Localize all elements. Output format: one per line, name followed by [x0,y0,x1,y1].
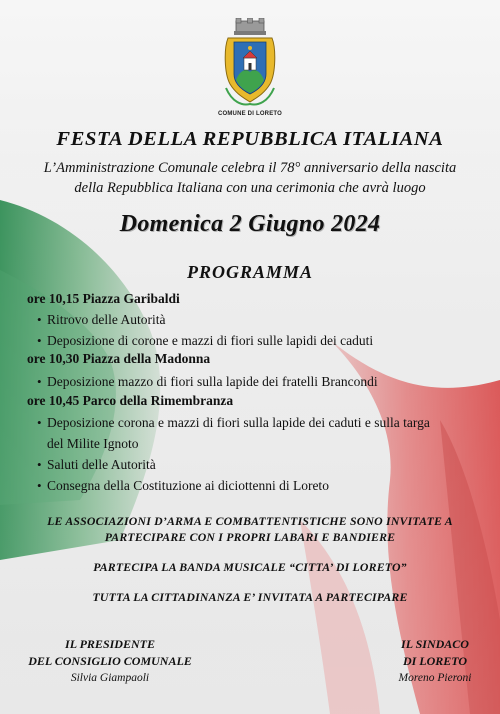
program-section-3-heading: ore 10,45 Parco della Rimembranza [27,393,234,408]
bullet-icon: • [37,478,42,493]
program-heading: PROGRAMMA [186,262,314,282]
program-item-text: Deposizione mazzo di fiori sulla lapide dei fratelli Brancondi [47,374,378,389]
intro-line-1: L’Amministrazione Comunale celebra il 78° anniversario della nascita [43,160,457,176]
left-signature-title-2: DEL CONSIGLIO COMUNALE [28,654,192,668]
program-item [37,412,430,433]
program-item-text: Ritrovo delle Autorità [47,312,166,327]
right-signature-title-1: IL SINDACO [401,637,469,651]
program-item [37,330,374,351]
bullet-icon: • [37,457,42,472]
program-item [37,454,156,475]
intro-line-2: della Repubblica Italiana con una cerimonia che avrà luogo [74,180,426,196]
program-item [37,371,378,392]
bullet-icon: • [37,415,42,430]
program-item-text: Saluti delle Autorità [47,457,156,472]
associations-note-line-2: PARTECIPARE CON I PROPRI LABARI E BANDIERE [104,530,396,544]
program-item-text: Deposizione di corone e mazzi di fiori sulle lapidi dei caduti [47,333,374,348]
program-item-text: Consegna della Costituzione ai diciottenni di Loreto [47,478,329,493]
crest-caption: COMUNE DI LORETO [217,111,283,117]
program-item-text: Deposizione corona e mazzi di fiori sulla lapide dei caduti e sulla targa [47,415,430,430]
bullet-icon: • [37,374,42,389]
bullet-icon: • [37,312,42,327]
program-item-continuation [47,433,139,454]
program-item-text: del Milite Ignoto [47,436,139,451]
program-section-1-heading: ore 10,15 Piazza Garibaldi [27,291,180,306]
program-section-2-heading: ore 10,30 Piazza della Madonna [27,351,211,366]
program-item [37,309,166,330]
right-signature-title-2: DI LORETO [402,654,468,668]
page-title: FESTA DELLA REPUBBLICA ITALIANA [56,128,444,150]
loreto-coat-of-arms-icon [222,18,278,108]
right-signature-name: Moreno Pieroni [398,672,472,684]
program-item [37,475,329,496]
band-note: PARTECIPA LA BANDA MUSICALE “CITTA’ DI LORETO” [93,560,407,574]
left-signature-name: Silvia Giampaoli [70,672,150,684]
bullet-icon: • [37,333,42,348]
associations-note-line-1: LE ASSOCIAZIONI D’ARMA E COMBATTENTISTICHE SONO INVITATE A [47,514,453,528]
citizens-note: TUTTA LA CITTADINANZA E’ INVITATA A PARTECIPARE [92,590,408,604]
event-date: Domenica 2 Giugno 2024 [119,211,381,237]
left-signature-title-1: IL PRESIDENTE [65,637,155,651]
